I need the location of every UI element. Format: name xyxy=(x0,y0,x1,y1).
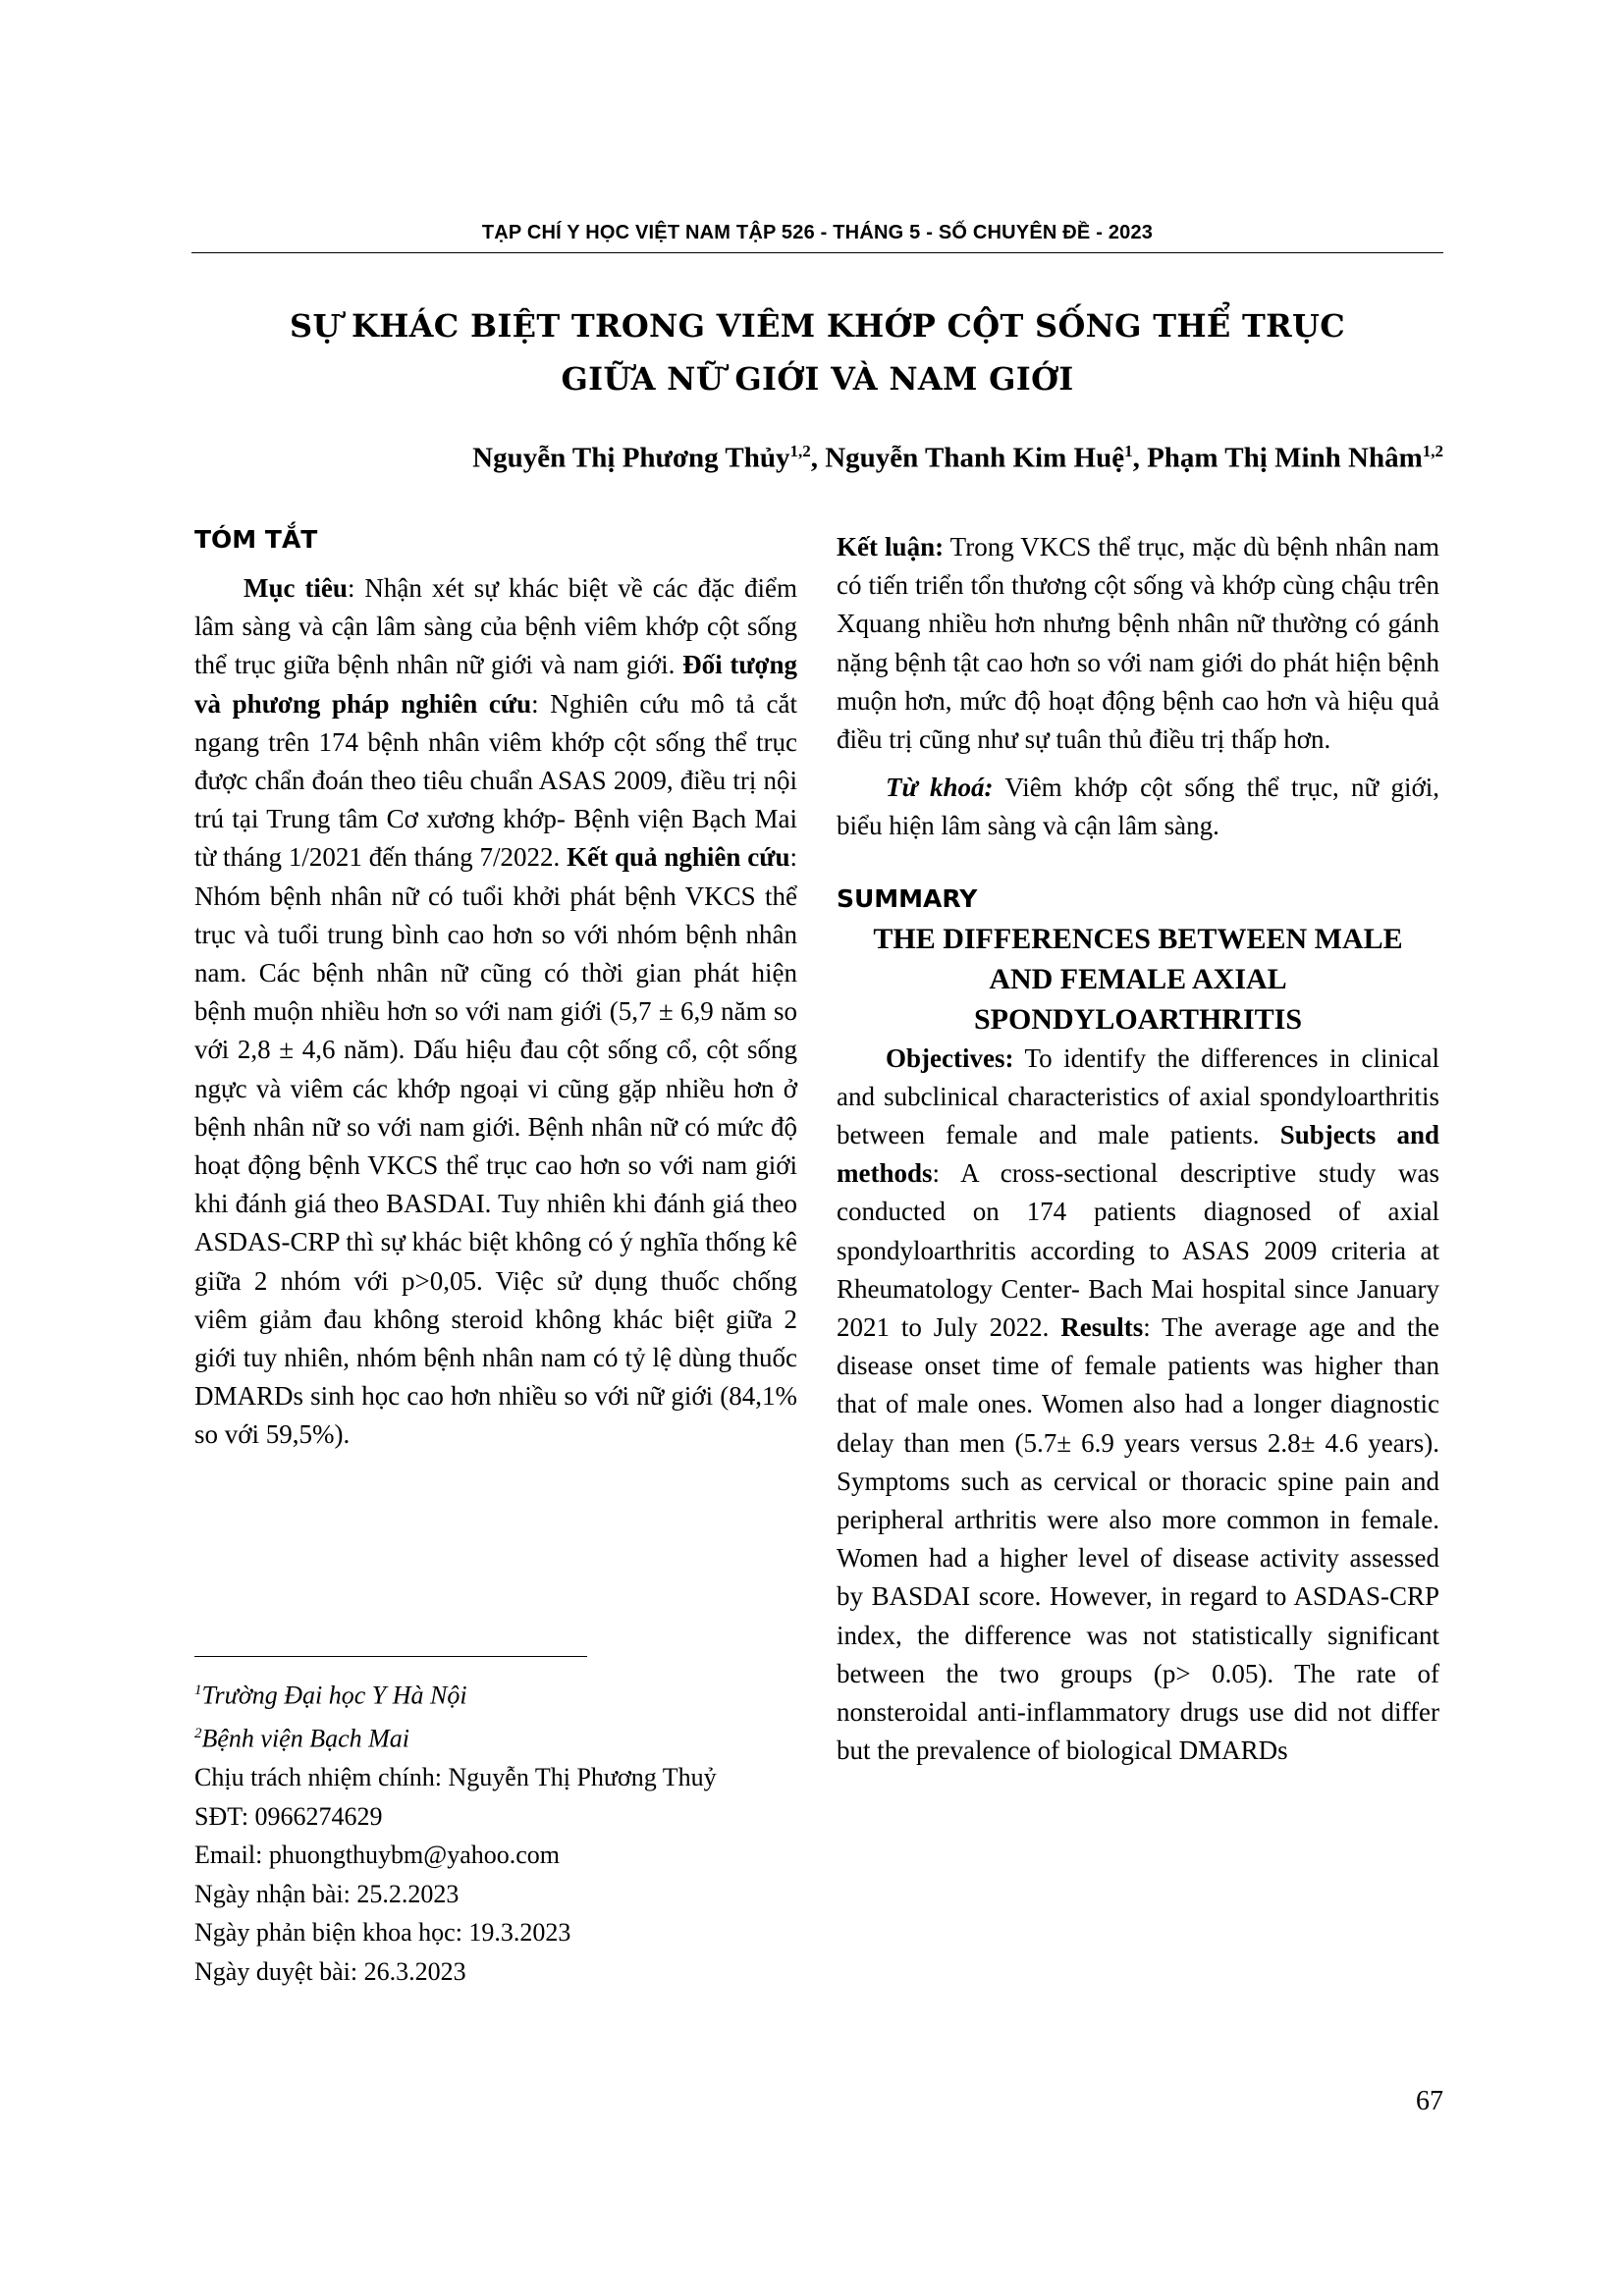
subjects-methods-label: Subjects and methods xyxy=(837,1120,1439,1189)
running-head: TẠP CHÍ Y HỌC VIỆT NAM TẬP 526 - THÁNG 5 - SỐ CHUYÊN ĐỀ - 2023 xyxy=(481,222,1154,243)
summary-title-line-1: THE DIFFERENCES BETWEEN MALE xyxy=(873,922,1403,955)
right-column xyxy=(837,528,1439,1770)
subjects-methods-text: : A cross-sectional descriptive study was conducted on 174 patients diagnosed of axial spondyloarthritis according to ASAS 2009 criteria at Rheumatology Center- Bach Mai hospital since January 2021 to July 2022. xyxy=(837,1158,1439,1343)
conclusion-label: Kết luận: xyxy=(837,532,945,561)
author-name: Nguyễn Thị Phương Thủy xyxy=(472,442,790,474)
author-separator: , xyxy=(810,442,826,474)
keywords-text: Viêm khớp cột sống thể trục, nữ giới, biểu hiện lâm sàng và cận lâm sàng. xyxy=(837,773,1439,841)
conclusion-text: Trong VKCS thể trục, mặc dù bệnh nhân nam có tiến triển tổn thương cột sống và khớp cùng chậu trên Xquang nhiều hơn nhưng bệnh nhân nữ thường có gánh nặng bệnh tật cao hơn so với nam giới do phát hiện bệnh muộn hơn, mức độ hoạt động bệnh cao hơn và hiệu quả điều trị cũng như sự tuân thủ điều trị thấp hơn. xyxy=(837,532,1439,755)
objective-text: : Nhận xét sự khác biệt về các đặc điểm lâm sàng và cận lâm sàng của bệnh viêm khớp cột sống thể trục giữa bệnh nhân nữ giới và nam giới. xyxy=(194,573,797,680)
results-label: Kết quả nghiên cứu xyxy=(567,842,790,873)
footnotes xyxy=(194,1672,803,1991)
methods-label: Đối tượng và phương pháp nghiên cứu xyxy=(194,650,797,719)
abstract-vi-body xyxy=(194,569,797,1455)
phone-number: SĐT: 0966274629 xyxy=(194,1801,383,1831)
article-title xyxy=(191,299,1443,405)
affiliation-2 xyxy=(194,1715,803,1758)
affiliation-name: Trường Đại học Y Hà Nội xyxy=(201,1681,467,1710)
summary-body xyxy=(837,1040,1439,1771)
keywords-label: Từ khoá: xyxy=(886,773,994,803)
affiliation-name: Bệnh viện Bạch Mai xyxy=(201,1724,410,1753)
abstract-vi-heading: TÓM TẮT xyxy=(194,525,318,554)
summary-title xyxy=(837,919,1439,1040)
date-reviewed: Ngày phản biện khoa học: 19.3.2023 xyxy=(194,1918,571,1948)
methods-text: : Nghiên cứu mô tả cắt ngang trên 174 bệnh nhân viêm khớp cột sống thể trục được chẩn đoán theo tiêu chuẩn ASAS 2009, điều trị nội trú tại Trung tâm Cơ xương khớp- Bệnh viện Bạch Mai từ tháng 1/2021 đến tháng 7/2022. xyxy=(194,688,797,873)
summary-heading: SUMMARY xyxy=(837,883,978,913)
page-number: 67 xyxy=(1416,2086,1443,2116)
results-text-en: : The average age and the disease onset time of female patients was higher than that of male ones. Women also had a longer diagnostic delay than men (5.7± 6.9 years versus 2.8± 4.6 years). Symptoms such as cervical or thoracic spine pain and peripheral arthritis were also more common in female. Women had a higher level of disease activity assessed by BASDAI score. However, in regard to ASDAS-CRP index, the difference was not statistically significant between the two groups (p> 0.05). The rate of nonsteroidal anti-inflammatory drugs use did not differ but the prevalence of biological DMARDs xyxy=(837,1312,1440,1766)
date-accepted: Ngày duyệt bài: 26.3.2023 xyxy=(194,1956,466,1986)
corresponding-author: Chịu trách nhiệm chính: Nguyễn Thị Phương Thuỷ xyxy=(194,1763,717,1792)
author-affiliation-mark: 1,2 xyxy=(1422,442,1443,460)
left-column xyxy=(194,520,797,1455)
objectives-label: Objectives: xyxy=(886,1042,1014,1073)
affiliation-1 xyxy=(194,1672,803,1715)
title-line-2: GIỮA NỮ GIỚI VÀ NAM GIỚI xyxy=(561,360,1074,398)
affiliation-mark: 2 xyxy=(194,1726,202,1742)
author-affiliation-mark: 1 xyxy=(1124,442,1133,460)
objective-label: Mục tiêu xyxy=(244,573,348,603)
abstract-vi-continuation xyxy=(837,528,1439,759)
footnote-rule xyxy=(194,1656,587,1657)
title-line-1: SỰ KHÁC BIỆT TRONG VIÊM KHỚP CỘT SỐNG THỂ TRỤC xyxy=(289,307,1346,345)
spacer xyxy=(837,759,1439,769)
author-list xyxy=(191,442,1443,475)
author-name: Phạm Thị Minh Nhâm xyxy=(1147,442,1423,474)
summary-title-line-3: SPONDYLOARTHRITIS xyxy=(973,1002,1302,1036)
email-address: Email: phuongthuybm@yahoo.com xyxy=(194,1841,561,1870)
author-separator: , xyxy=(1132,442,1148,474)
keywords xyxy=(837,769,1439,845)
author-affiliation-mark: 1,2 xyxy=(789,442,811,460)
date-received: Ngày nhận bài: 25.2.2023 xyxy=(194,1879,460,1908)
objectives-text: To identify the differences in clinical and subclinical characteristics of axial spondyloarthritis between female and male patients. xyxy=(837,1042,1439,1150)
affiliation-mark: 1 xyxy=(194,1682,202,1698)
author-name: Nguyễn Thanh Kim Huệ xyxy=(825,442,1125,474)
results-text: : Nhóm bệnh nhân nữ có tuổi khởi phát bệnh VKCS thể trục và tuổi trung bình cao hơn so với nhóm bệnh nhân nam. Các bệnh nhân nữ cũng có thời gian phát hiện bệnh muộn nhiều hơn so với nam giới (5,7 ± 6,9 năm so với 2,8 ± 4,6 năm). Dấu hiệu đau cột sống cổ, cột sống ngực và viêm các khớp ngoại vi cũng gặp nhiều hơn ở bệnh nhân nữ so với nam giới. Bệnh nhân nữ có mức độ hoạt động bệnh VKCS thể trục cao hơn so với nam giới khi đánh giá theo BASDAI. Tuy nhiên khi đánh giá theo ASDAS-CRP thì sự khác biệt không có ý nghĩa thống kê giữa 2 nhóm với p>0,05. Việc sử dụng thuốc chống viêm giảm đau không steroid không khác biệt giữa 2 giới tuy nhiên, nhóm bệnh nhân nam có tỷ lệ dùng thuốc DMARDs sinh học cao hơn nhiều so với nữ giới (84,1% so với 59,5%). xyxy=(194,842,798,1450)
summary-title-line-2: AND FEMALE AXIAL xyxy=(989,962,1287,995)
results-label-en: Results xyxy=(1060,1312,1144,1343)
header-rule xyxy=(191,252,1443,253)
spacer xyxy=(837,846,1439,880)
